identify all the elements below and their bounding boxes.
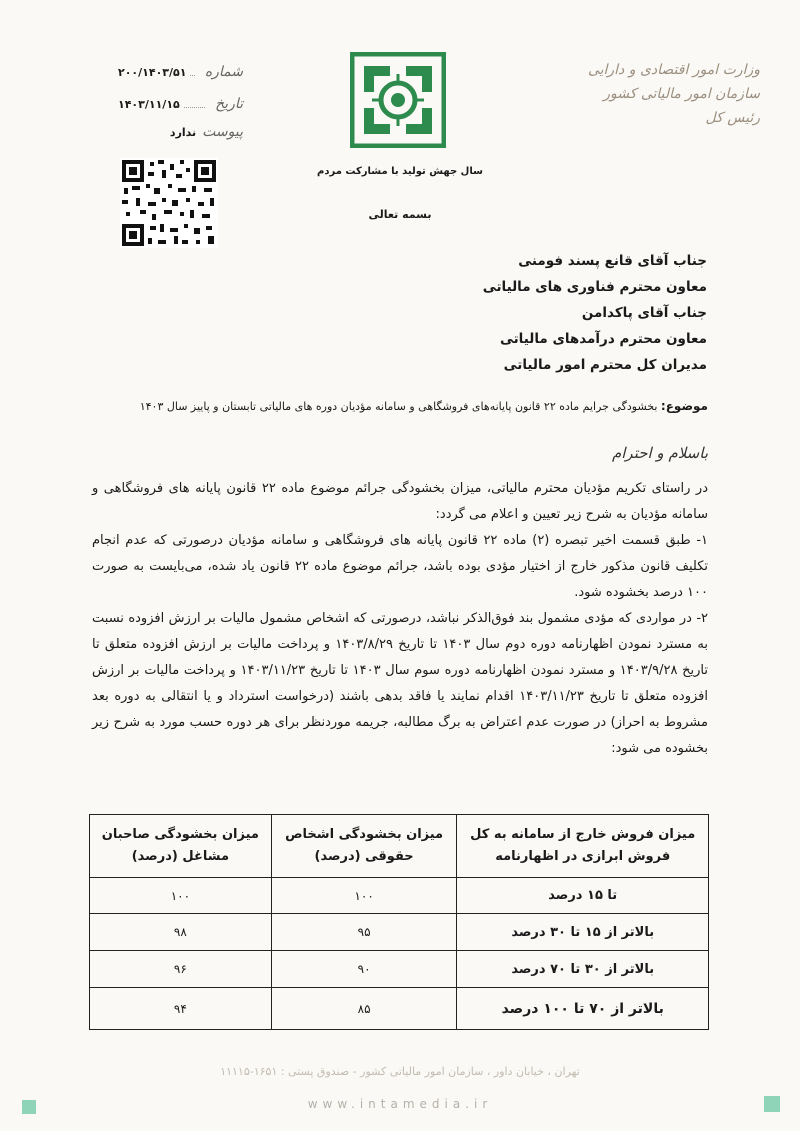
sales-ratio-cell: تا ۱۵ درصد — [457, 878, 709, 914]
sales-ratio-cell: بالاتر از ۷۰ تا ۱۰۰ درصد — [457, 988, 709, 1030]
letter-number-label: شماره — [204, 64, 243, 80]
column-header-sales-ratio: میزان فروش خارج از سامانه به کل فروش ابرازی در اظهارنامه — [457, 815, 709, 878]
business-owner-rate-cell: ۹۸ — [90, 914, 272, 951]
tax-organization-logo-icon — [350, 52, 446, 148]
forgiveness-rate-table — [89, 814, 709, 1030]
letter-subject — [128, 399, 708, 413]
qr-code-icon — [120, 158, 218, 248]
letter-number — [118, 64, 243, 80]
column-header-legal-entities: میزان بخشودگی اشخاص حقوقی (درصد) — [271, 815, 457, 878]
footer-address: تهران ، خیابان داور ، سازمان امور مالیاتی کشور - صندوق پستی : ۱۶۵۱-۱۱۱۱۵ — [220, 1065, 580, 1078]
business-owner-rate-cell: ۹۶ — [90, 951, 272, 988]
table-row — [90, 914, 709, 951]
sales-ratio-cell: بالاتر از ۱۵ تا ۳۰ درصد — [457, 914, 709, 951]
ministry-name: وزارت امور اقتصادی و دارایی — [587, 62, 760, 78]
sender-title: رئیس کل — [705, 110, 760, 126]
letter-attachment-value: ندارد — [169, 126, 197, 139]
legal-entity-rate-cell: ۹۰ — [271, 951, 457, 988]
letter-number-value: ۲۰۰/۱۴۰۳/۵۱ — [118, 66, 187, 79]
corner-square-icon — [764, 1096, 780, 1112]
letter-date — [118, 96, 243, 112]
organization-name: سازمان امور مالیاتی کشور — [603, 86, 760, 102]
letter-date-value: ۱۴۰۳/۱۱/۱۵ — [118, 98, 180, 111]
letter-attachment — [118, 124, 243, 140]
greeting: باسلام و احترام — [611, 444, 708, 462]
recipient-line: معاون محترم فناوری های مالیاتی — [482, 279, 707, 295]
body-paragraph: ۲- در مواردی که مؤدی مشمول بند فوق‌الذکر نباشد، درصورتی که اشخاص مشمول مالیات بر ارزش افزوده نسبت به مسترد نمودن اظهارنامه دوره دوم سال ۱۴۰۳ تا تاریخ ۱۴۰۳/۸/۲۹ و پرداخت مالیات بر ارزش افزوده متعلق تا تاریخ ۱۴۰۳/۹/۲۸ و مسترد نمودن اظهارنامه دوره سوم سال ۱۴۰۳ تا تاریخ ۱۴۰۳/۱۱/۲۳ و پرداخت مالیات بر ارزش افزوده متعلق تا تاریخ ۱۴۰۳/۱۱/۲۳ اقدام نمایند یا فاقد بدهی باشند (درخواست استرداد و یا انتقالی به دوره بعد مشروط به احراز) در صورت عدم اعتراض به برگ مطالبه، جریمه موردنظر برای هر دوره حسب مورد به شرح زیر بخشوده می شود: — [92, 611, 708, 756]
column-header-business-owners: میزان بخشودگی صاحبان مشاغل (درصد) — [90, 815, 272, 878]
letter-attachment-label: پیوست — [202, 124, 243, 140]
business-owner-rate-cell: ۹۴ — [90, 988, 272, 1030]
year-slogan: سال جهش تولید با مشارکت مردم — [317, 166, 483, 177]
ministry-header — [550, 58, 760, 130]
corner-square-icon — [22, 1100, 36, 1114]
subject-text: بخشودگی جرایم ماده ۲۲ قانون پایانه‌های فروشگاهی و سامانه مؤدیان دوره های مالیاتی تابستان و پاییز سال ۱۴۰۳ — [139, 400, 658, 413]
letter-date-label: تاریخ — [215, 96, 243, 112]
body-paragraph: در راستای تکریم مؤدیان محترم مالیاتی، میزان بخشودگی جرائم موضوع ماده ۲۲ قانون پایانه های فروشگاهی و سامانه مؤدیان به شرح زیر تعیین و اعلام می گردد: — [92, 481, 709, 522]
body-paragraph: ۱- طبق قسمت اخیر تبصره (۲) ماده ۲۲ قانون پایانه های فروشگاهی و سامانه مؤدیان درصورتی که عدم انجام تکلیف قانون مذکور خارج از اختیار مؤدی بوده باشد، جرائم موضوع ماده ۲۲ قانون یاد شده، می‌بایست به صورت ۱۰۰ درصد بخشوده شود. — [92, 533, 708, 600]
table-row — [90, 951, 709, 988]
recipient-line: جناب آقای قانع پسند فومنی — [518, 253, 707, 269]
bismillah: بسمه تعالی — [368, 208, 432, 221]
recipient-line: جناب آقای پاکدامن — [581, 305, 707, 321]
subject-label: موضوع: — [660, 399, 708, 413]
legal-entity-rate-cell: ۸۵ — [271, 988, 457, 1030]
table-header-row — [90, 815, 709, 878]
recipient-line: مدیران کل محترم امور مالیاتی — [503, 357, 707, 373]
recipient-line: معاون محترم درآمدهای مالیاتی — [499, 331, 707, 347]
sales-ratio-cell: بالاتر از ۳۰ تا ۷۰ درصد — [457, 951, 709, 988]
footer-website: www.intamedia.ir — [307, 1097, 493, 1111]
legal-entity-rate-cell: ۹۵ — [271, 914, 457, 951]
table-row — [90, 988, 709, 1030]
legal-entity-rate-cell: ۱۰۰ — [271, 878, 457, 914]
letter-body — [92, 476, 708, 762]
business-owner-rate-cell: ۱۰۰ — [90, 878, 272, 914]
recipient-list — [483, 248, 707, 378]
table-row — [90, 878, 709, 914]
